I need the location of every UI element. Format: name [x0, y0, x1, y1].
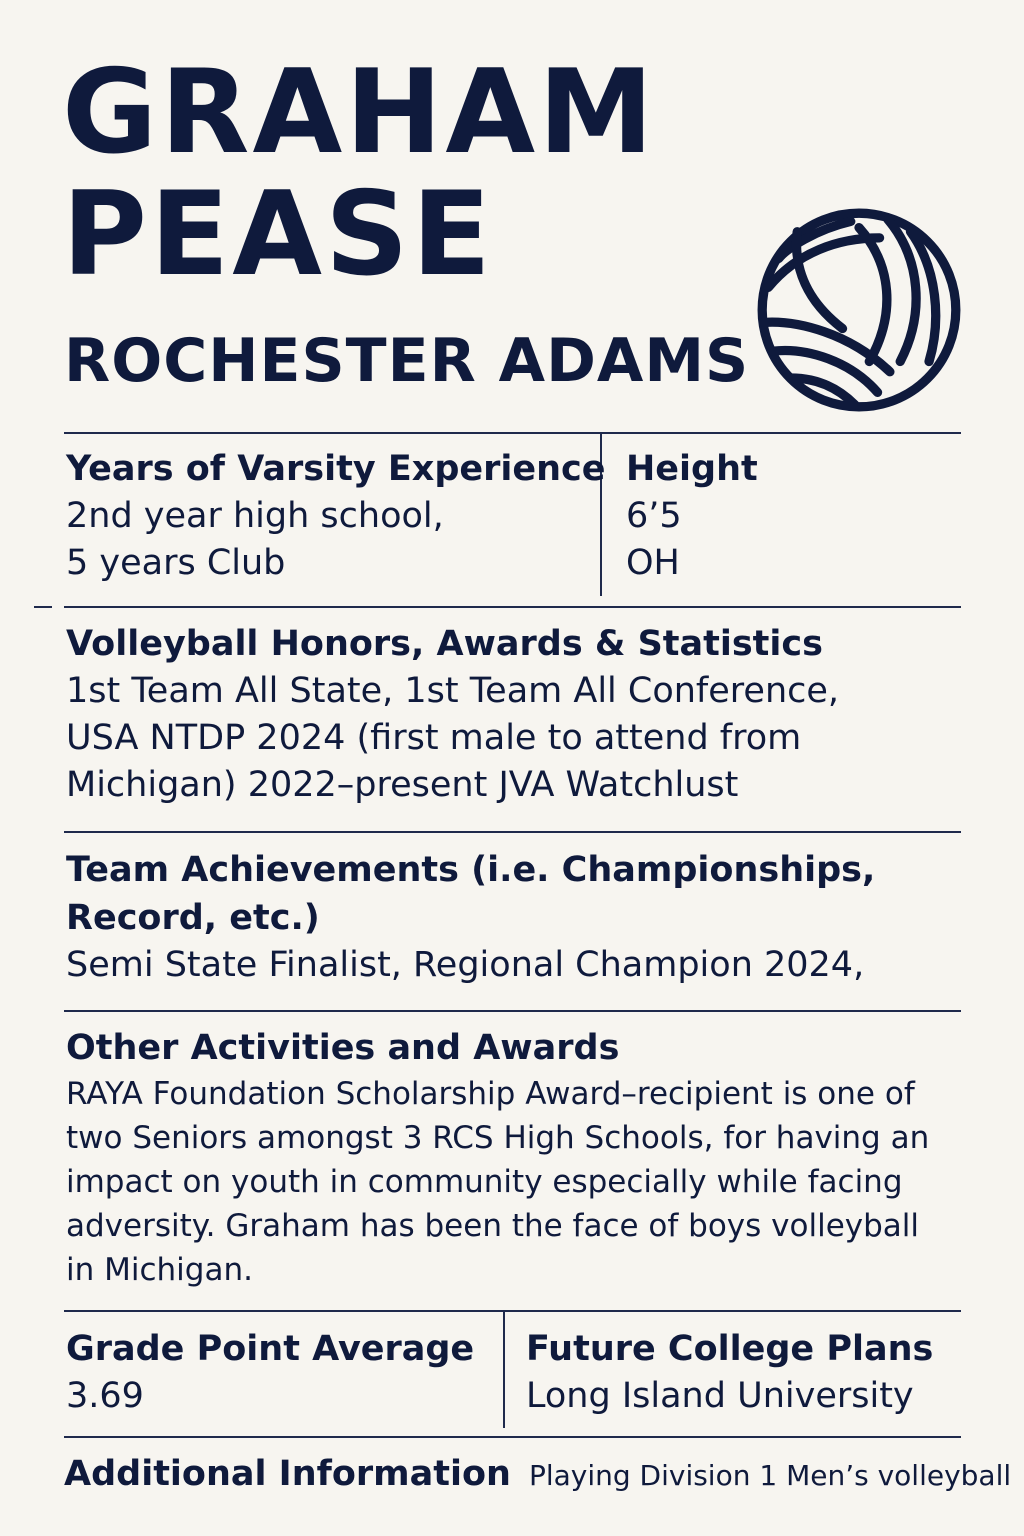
- school-name: ROCHESTER ADAMS: [64, 326, 750, 396]
- divider: [64, 1010, 961, 1012]
- college-value: Long Island University: [526, 1376, 914, 1416]
- height-label: Height: [626, 449, 758, 489]
- column-divider: [503, 1312, 505, 1428]
- divider: [64, 606, 961, 608]
- college-label: Future College Plans: [526, 1329, 934, 1369]
- divider: [64, 1310, 961, 1312]
- first-name: GRAHAM: [62, 45, 657, 180]
- other-section: [66, 1024, 929, 1292]
- height-section: [626, 445, 758, 587]
- honors-section: [66, 620, 839, 809]
- experience-line-2: 5 years Club: [66, 543, 286, 583]
- team-line-1: Semi State Finalist, Regional Champion 2024,: [66, 945, 865, 985]
- other-line-3: impact on youth in community especially while facing: [66, 1164, 903, 1200]
- gpa-label: Grade Point Average: [66, 1329, 475, 1369]
- divider: [64, 432, 961, 434]
- honors-line-1: 1st Team All State, 1st Team All Conference,: [66, 671, 840, 711]
- other-line-4: adversity. Graham has been the face of boys volleyball: [66, 1208, 920, 1244]
- team-label-line-2: Record, etc.): [66, 898, 320, 938]
- divider-tick: [34, 606, 52, 608]
- gpa-value: 3.69: [66, 1376, 144, 1416]
- height-value: 6’5: [626, 496, 682, 536]
- experience-section: [66, 445, 606, 587]
- experience-line-1: 2nd year high school,: [66, 496, 444, 536]
- divider: [64, 1436, 961, 1438]
- team-label-line-1: Team Achievements (i.e. Championships,: [66, 850, 876, 890]
- other-label: Other Activities and Awards: [66, 1028, 620, 1068]
- additional-value: Playing Division 1 Men’s volleyball: [528, 1459, 1012, 1492]
- honors-label: Volleyball Honors, Awards & Statistics: [66, 624, 823, 664]
- college-section: [526, 1325, 933, 1420]
- volleyball-icon: [756, 207, 962, 413]
- honors-line-3: Michigan) 2022–present JVA Watchlust: [66, 765, 739, 805]
- divider: [64, 831, 961, 833]
- position-value: OH: [626, 543, 680, 583]
- last-name: PEASE: [62, 167, 494, 302]
- honors-line-2: USA NTDP 2024 (first male to attend from: [66, 718, 802, 758]
- additional-label: Additional Information: [64, 1454, 511, 1494]
- other-line-2: two Seniors amongst 3 RCS High Schools, for having an: [66, 1120, 930, 1156]
- experience-label: Years of Varsity Experience: [66, 449, 606, 489]
- other-line-5: in Michigan.: [66, 1252, 253, 1288]
- team-section: [66, 846, 875, 989]
- player-name: [62, 45, 657, 302]
- additional-section: [64, 1450, 1012, 1498]
- other-line-1: RAYA Foundation Scholarship Award–recipient is one of: [66, 1076, 915, 1112]
- gpa-section: [66, 1325, 474, 1420]
